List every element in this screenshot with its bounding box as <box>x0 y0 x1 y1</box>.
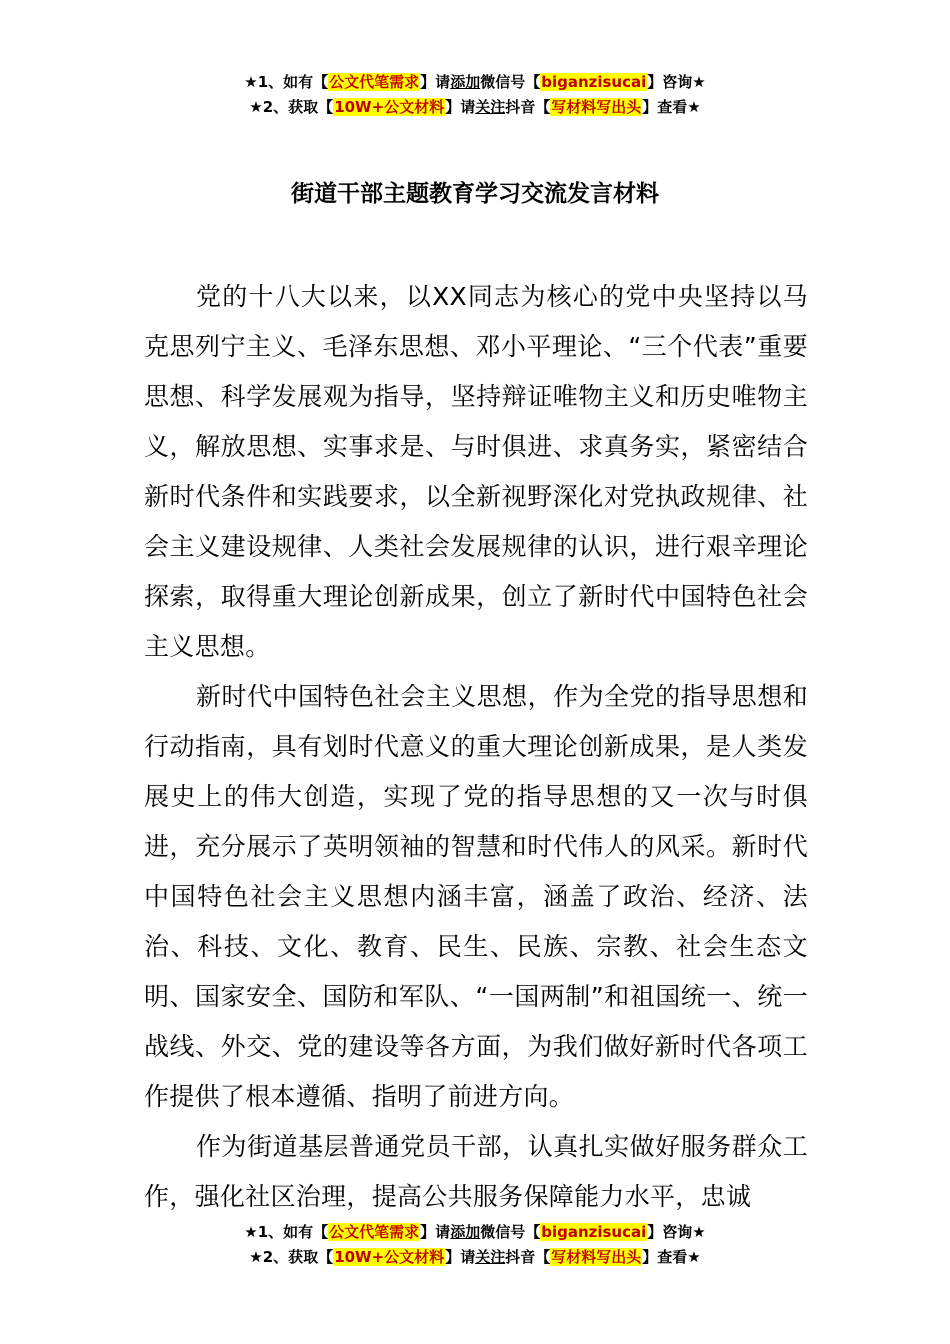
ad-footer-bottom <box>0 1220 950 1270</box>
ad-highlight-materials: 10W+公文材料 <box>334 1248 445 1266</box>
ad-line-2: ★2、获取【10W+公文材料】请关注抖音【写材料写出头】查看★ <box>249 98 701 116</box>
document-body <box>144 272 808 1222</box>
ad-underlined-add: 添加 <box>450 73 481 91</box>
ad-highlight-materials: 10W+公文材料 <box>334 98 445 116</box>
ad-header-top <box>0 70 950 120</box>
ad-highlight-douyin-account: 写材料写出头 <box>551 98 642 116</box>
document-title: 街道干部主题教育学习交流发言材料 <box>291 181 659 207</box>
ad-highlight-wechat-id: biganzisucai <box>541 73 647 91</box>
ad-line-1: ★1、如有【公文代笔需求】请添加微信号【biganzisucai】咨询★ <box>244 1223 706 1241</box>
ad-line-2: ★2、获取【10W+公文材料】请关注抖音【写材料写出头】查看★ <box>249 1248 701 1266</box>
paragraph-3: 作为街道基层普通党员干部，认真扎实做好服务群众工作，强化社区治理，提高公共服务保障能力水平，忠诚 <box>144 1132 808 1211</box>
ad-highlight-service: 公文代笔需求 <box>329 1223 420 1241</box>
ad-highlight-douyin-account: 写材料写出头 <box>551 1248 642 1266</box>
ad-highlight-service: 公文代笔需求 <box>329 73 420 91</box>
paragraph-1: 党的十八大以来，以XX同志为核心的党中央坚持以马克思列宁主义、毛泽东思想、邓小平理论、“三个代表”重要思想、科学发展观为指导，坚持辩证唯物主义和历史唯物主义，解放思想、实事求是、与时俱进、求真务实，紧密结合新时代条件和实践要求，以全新视野深化对党执政规律、社会主义建设规律、人类社会发展规律的认识，进行艰辛理论探索，取得重大理论创新成果，创立了新时代中国特色社会主义思想。 <box>144 282 808 661</box>
ad-underlined-follow: 关注 <box>475 1248 506 1266</box>
ad-highlight-wechat-id: biganzisucai <box>541 1223 647 1241</box>
ad-line-1: ★1、如有【公文代笔需求】请添加微信号【biganzisucai】咨询★ <box>244 73 706 91</box>
ad-underlined-follow: 关注 <box>475 98 506 116</box>
paragraph-2: 新时代中国特色社会主义思想，作为全党的指导思想和行动指南，具有划时代意义的重大理论创新成果，是人类发展史上的伟大创造，实现了党的指导思想的又一次与时俱进，充分展示了英明领袖的智慧和时代伟人的风采。新时代中国特色社会主义思想内涵丰富，涵盖了政治、经济、法治、科技、文化、教育、民生、民族、宗教、社会生态文明、国家安全、国防和军队、“一国两制”和祖国统一、统一战线、外交、党的建设等各方面，为我们做好新时代各项工作提供了根本遵循、指明了前进方向。 <box>144 682 808 1111</box>
ad-underlined-add: 添加 <box>450 1223 481 1241</box>
